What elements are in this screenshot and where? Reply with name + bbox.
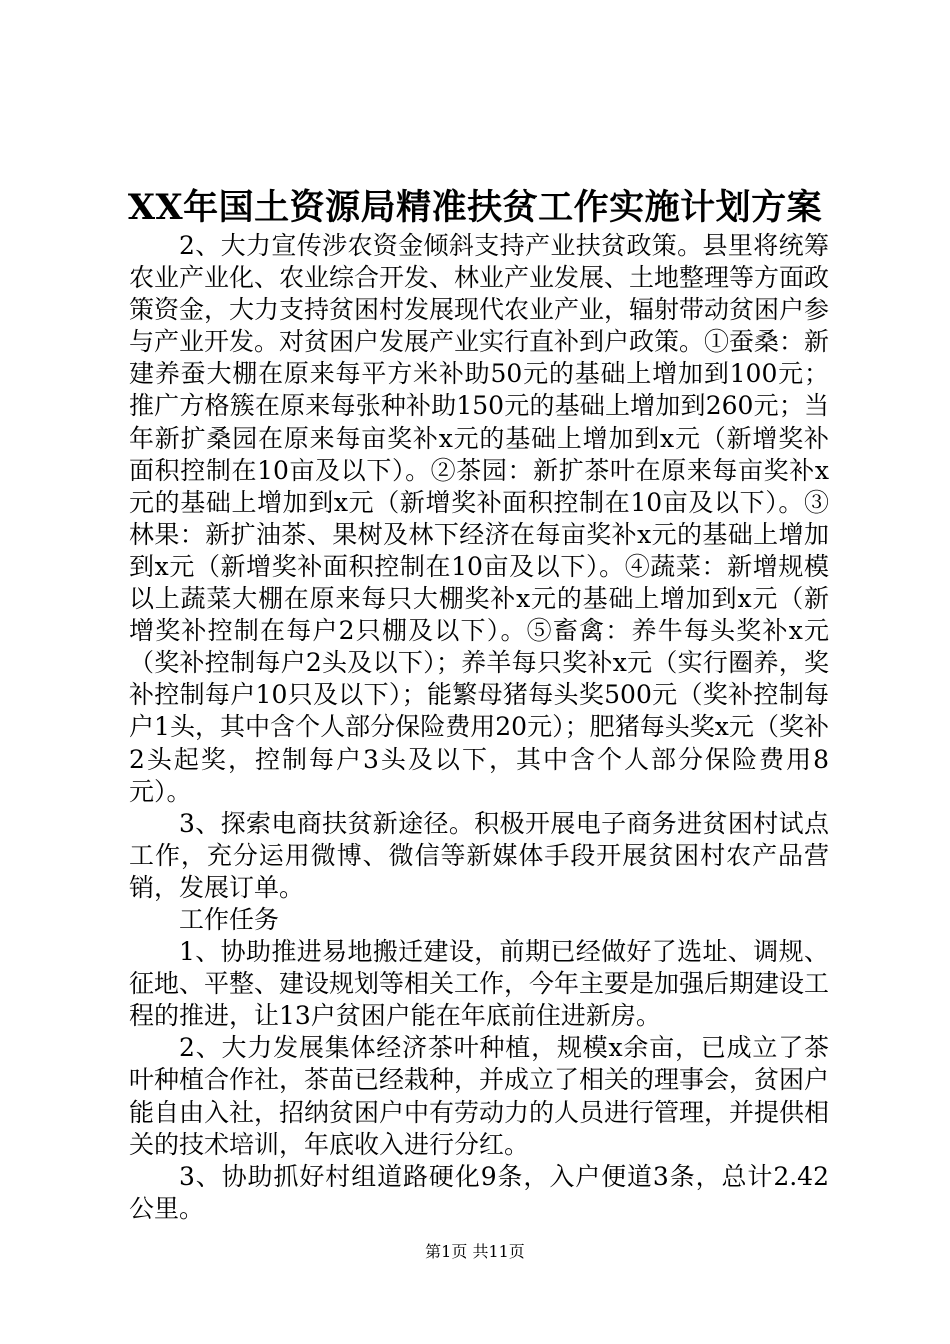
- section-heading-tasks: 工作任务: [179, 904, 280, 934]
- page-footer: 第1页 共11页: [425, 1242, 525, 1261]
- paragraph-ecommerce: 3、探索电商扶贫新途径。积极开展电子商务进贫困村试点工作，充分运用微博、微信等新媒体手段开展贫困村农产品营销，发展订单。: [129, 808, 829, 902]
- document-body: [129, 230, 829, 1225]
- paragraph-policy-subsidy: 2、大力宣传涉农资金倾斜支持产业扶贫政策。县里将统筹农业产业化、农业综合开发、林业产业发展、土地整理等方面政策资金，大力支持贫困村发展现代农业产业，辐射带动贫困户参与产业开发。对贫困户发展产业实行直补到户政策。①蚕桑：新建养蚕大棚在原来每平方米补助50元的基础上增加到100元；推广方格簇在原来每张种补助150元的基础上增加到260元；当年新扩桑园在原来每亩奖补x元的基础上增加到x元（新增奖补面积控制在10亩及以下）。②茶园：新扩茶叶在原来每亩奖补x元的基础上增加到x元（新增奖补面积控制在10亩及以下）。③林果：新扩油茶、果树及林下经济在每亩奖补x元的基础上增加到x元（新增奖补面积控制在10亩及以下）。④蔬菜：新增规模以上蔬菜大棚在原来每只大棚奖补x元的基础上增加到x元（新增奖补控制在每户2只棚及以下）。⑤畜禽：养牛每头奖补x元（奖补控制每户2头及以下）；养羊每只奖补x元（实行圈养，奖补控制每户10只及以下）；能繁母猪每头奖500元（奖补控制每户1头，其中含个人部分保险费用20元）；肥猪每头奖x元（奖补2头起奖，控制每户3头及以下，其中含个人部分保险费用8元）。: [129, 231, 830, 806]
- task-item-road-hardening: 3、协助抓好村组道路硬化9条，入户便道3条，总计2.42公里。: [129, 1161, 829, 1223]
- task-item-relocation: 1、协助推进易地搬迁建设，前期已经做好了选址、调规、征地、平整、建设规划等相关工作，今年主要是加强后期建设工程的推进，让13户贫困户能在年底前住进新房。: [129, 937, 830, 1031]
- document-title: XX年国土资源局精准扶贫工作实施计划方案: [127, 187, 823, 228]
- task-item-tea-planting: 2、大力发展集体经济茶叶种植，规模x余亩，已成立了茶叶种植合作社，茶苗已经栽种，并成立了相关的理事会，贫困户能自由入社，招纳贫困户中有劳动力的人员进行管理，并提供相关的技术培训，年底收入进行分红。: [129, 1033, 830, 1159]
